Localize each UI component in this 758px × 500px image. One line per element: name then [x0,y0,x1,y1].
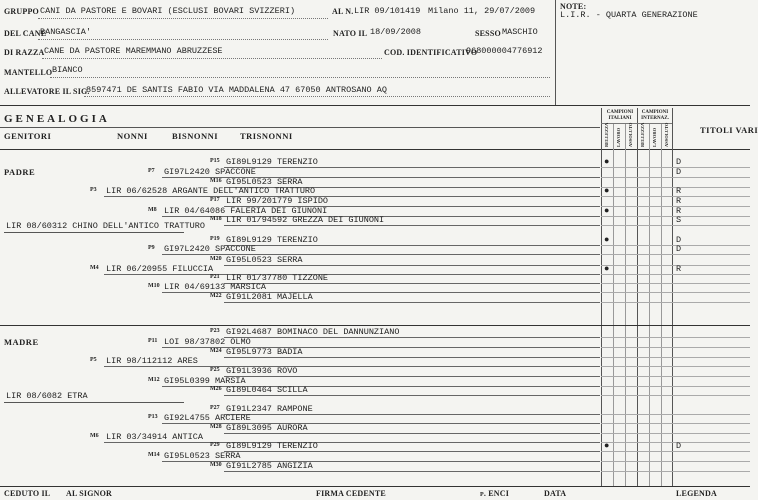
madre-label: MADRE [4,337,39,347]
ancestor-name: LIR 06/62528 ARGANTE DELL'ANTICO TRATTURO [106,186,316,196]
ancestor-position: M6 [90,433,99,439]
ancestor-name: GI89L0464 SCILLA [226,385,308,395]
cane-value: BANGASCIA' [40,27,92,37]
ancestor-position: P19 [210,236,220,242]
ancestor-name: LIR 03/34914 ANTICA [106,432,203,442]
ancestor-underline [224,433,600,434]
ancestor-name: GI97L2420 SPACCONE [164,167,256,177]
ancestor-position: P11 [148,338,158,344]
ancestor-name: LOI 98/37802 OLMO [164,337,251,347]
row-separator [601,225,750,226]
ancestor-position: M30 [210,462,222,468]
sub-col-6: ASSOLUTO [664,122,669,147]
row-separator [601,177,750,178]
ancestor-underline [104,442,600,443]
ancestor-position: M14 [148,452,160,458]
ancestor-position: M28 [210,424,222,430]
row-separator [601,395,750,396]
ancestor-name: LIR 99/201779 ISPIDO [226,196,329,206]
ancestor-name: LIR 06/20955 FILUCCIA [106,264,214,274]
note-label: NOTE: [560,2,587,11]
ancestor-name: GI92L4687 BOMINACO DEL DANNUNZIANO [226,327,400,337]
col-nonni: NONNI [117,131,148,141]
ancestor-position: P3 [90,187,97,193]
aln-label: AL N. [332,7,354,16]
legenda-label: LEGENDA [676,489,717,498]
ancestor-underline [104,366,600,367]
champion-mark: ● [604,234,610,244]
ancestor-name: GI91L2081 MAJELLA [226,292,313,302]
ancestor-name: LIR 01/37780 TIZZONE [226,273,329,283]
padre-label: PADRE [4,167,36,177]
ancestor-name: LIR 04/64086 FALERIA DEI GIUNONI [164,206,328,216]
row-separator [601,337,750,338]
ceduto-label: CEDUTO IL [4,489,51,498]
sesso-label: SESSO [475,29,501,38]
ancestor-underline [224,357,600,358]
ancestor-underline [224,265,600,266]
ancestor-name: GI91L2347 RAMPONE [226,404,313,414]
campioni-italiani-header: CAMPIONI ITALIANI [606,110,634,121]
mantello-value: BIANCO [52,65,83,75]
row-separator [601,292,750,293]
nato-value: 18/09/2008 [370,27,422,37]
row-separator [601,433,750,434]
title-code: D [676,235,682,245]
row-separator [601,347,750,348]
ancestor-position: P7 [148,168,155,174]
gruppo-value: CANI DA PASTORE E BOVARI (ESCLUSI BOVARI SVIZZERI) [40,6,296,16]
ancestor-position: P29 [210,442,220,448]
ancestor-position: P9 [148,245,155,251]
enci-label: p. ENCI [480,489,510,498]
title-code: R [676,186,682,196]
ancestor-name: GI97L2420 SPACCONE [164,244,256,254]
ancestor-name: GI95L0523 SERRA [164,451,241,461]
row-separator [601,461,750,462]
col-bisnonni: BISNONNI [172,131,219,141]
row-separator [601,423,750,424]
allevatore-value: 8597471 DE SANTIS FABIO VIA MADDALENA 47 67050 ANTROSANO AQ [86,85,387,95]
razza-value: CANE DA PASTORE MAREMMANO ABRUZZESE [44,46,223,56]
ancestor-name: GI95L0399 MARSIA [164,376,246,386]
ancestor-underline [224,471,600,472]
ancestor-name: LIR 98/112112 ARES [106,356,198,366]
ancestor-underline [104,196,600,197]
aln-value: LIR 09/101419 [354,6,421,16]
row-separator [601,386,750,387]
ancestor-underline [224,167,600,168]
cod-label: COD. IDENTIFICATIVO [384,48,478,57]
row-separator [601,451,750,452]
sub-col-4: BELLEZZA [640,122,645,147]
col-genitori: GENITORI [4,131,52,141]
cane-label: DEL CANE [4,29,47,38]
date-value: Milano 11, 29/07/2009 [428,6,536,16]
sub-col-1: BELLEZZA [604,122,609,147]
ancestor-underline [224,245,600,246]
ancestor-position: M26 [210,386,222,392]
row-separator [601,274,750,275]
firma-label: FIRMA CEDENTE [316,489,386,498]
ancestor-position: P17 [210,197,220,203]
ancestor-position: M12 [148,377,160,383]
ancestor-position: M8 [148,207,157,213]
ancestor-name: GI89L3095 AURORA [226,423,308,433]
ancestor-name: GI89L9129 TERENZIO [226,441,318,451]
champion-mark: ● [604,205,610,215]
ancestor-position: P21 [210,274,220,280]
note-value: L.I.R. - QUARTA GENERAZIONE [560,10,698,20]
ancestor-position: M4 [90,265,99,271]
ancestor-name: GI92L4755 ARCIERE [164,413,251,423]
row-separator [601,302,750,303]
ancestor-name: GI95L0523 SERRA [226,177,303,187]
ancestor-name: GI91L3936 ROVO [226,366,298,376]
ancestor-position: P15 [210,158,220,164]
champion-mark: ● [604,156,610,166]
row-separator [601,366,750,367]
row-separator [601,376,750,377]
ancestor-name: LIR 04/69133 MARSICA [164,282,267,292]
signor-label: AL SIGNOR [66,489,113,498]
allevatore-label: ALLEVATORE IL SIG. [4,87,90,96]
title-code: D [676,157,682,167]
title-code: D [676,441,682,451]
row-separator [601,471,750,472]
sub-col-5: LAVORO [652,127,657,147]
row-separator [601,357,750,358]
title-code: R [676,264,682,274]
ancestor-position: P23 [210,328,220,334]
title-code: R [676,196,682,206]
madre-name: LIR 08/6082 ETRA [6,391,88,401]
ancestor-underline [224,376,600,377]
ancestor-position: P5 [90,357,97,363]
sub-col-2: LAVORO [616,127,621,147]
ancestor-position: M24 [210,348,222,354]
ancestor-underline [224,225,600,226]
ancestor-underline [224,451,600,452]
ancestor-position: P25 [210,367,220,373]
ancestor-position: P27 [210,405,220,411]
col-titoli: TITOLI VARI [700,125,758,135]
ancestor-position: M22 [210,293,222,299]
title-code: D [676,244,682,254]
title-code: S [676,215,682,225]
ancestor-position: M10 [148,283,160,289]
ancestor-name: GI95L9773 BADIA [226,347,303,357]
sesso-value: MASCHIO [502,27,538,37]
ancestor-underline [224,337,600,338]
ancestor-position: P13 [148,414,158,420]
cod-value: 968000004776912 [466,46,543,56]
title-code: R [676,206,682,216]
nato-label: NATO IL [333,29,368,38]
ancestor-name: GI89L9129 TERENZIO [226,235,318,245]
ancestor-name: GI91L2785 ANGIZIA [226,461,313,471]
ancestor-underline [224,395,600,396]
title-code: D [676,167,682,177]
mantello-label: MANTELLO [4,68,53,77]
ancestor-position: M20 [210,256,222,262]
ancestor-position: M18 [210,216,222,222]
champion-mark: ● [604,185,610,195]
ancestor-name: GI95L0523 SERRA [226,255,303,265]
row-separator [601,414,750,415]
ancestor-name: GI89L9129 TERENZIO [226,157,318,167]
sub-col-3: ASSOLUTO [628,122,633,147]
genealogia-title: GENEALOGIA [4,113,110,125]
champion-mark: ● [604,440,610,450]
col-trisnonni: TRISNONNI [240,131,293,141]
ancestor-underline [224,302,600,303]
razza-label: DI RAZZA [4,48,45,57]
ancestor-underline [224,414,600,415]
row-separator [601,283,750,284]
ancestor-position: M16 [210,178,222,184]
ancestor-underline [104,274,600,275]
campioni-internaz-header: CAMPIONI INTERNAZ. [641,110,669,121]
padre-name: LIR 08/60312 CHINO DELL'ANTICO TRATTURO [6,221,205,231]
gruppo-label: GRUPPO [4,7,39,16]
data-label: DATA [544,489,567,498]
row-separator [601,254,750,255]
champion-mark: ● [604,263,610,273]
ancestor-underline [224,283,600,284]
ancestor-name: LIR 01/94592 GREZZA DEI GIUNONI [226,215,385,225]
